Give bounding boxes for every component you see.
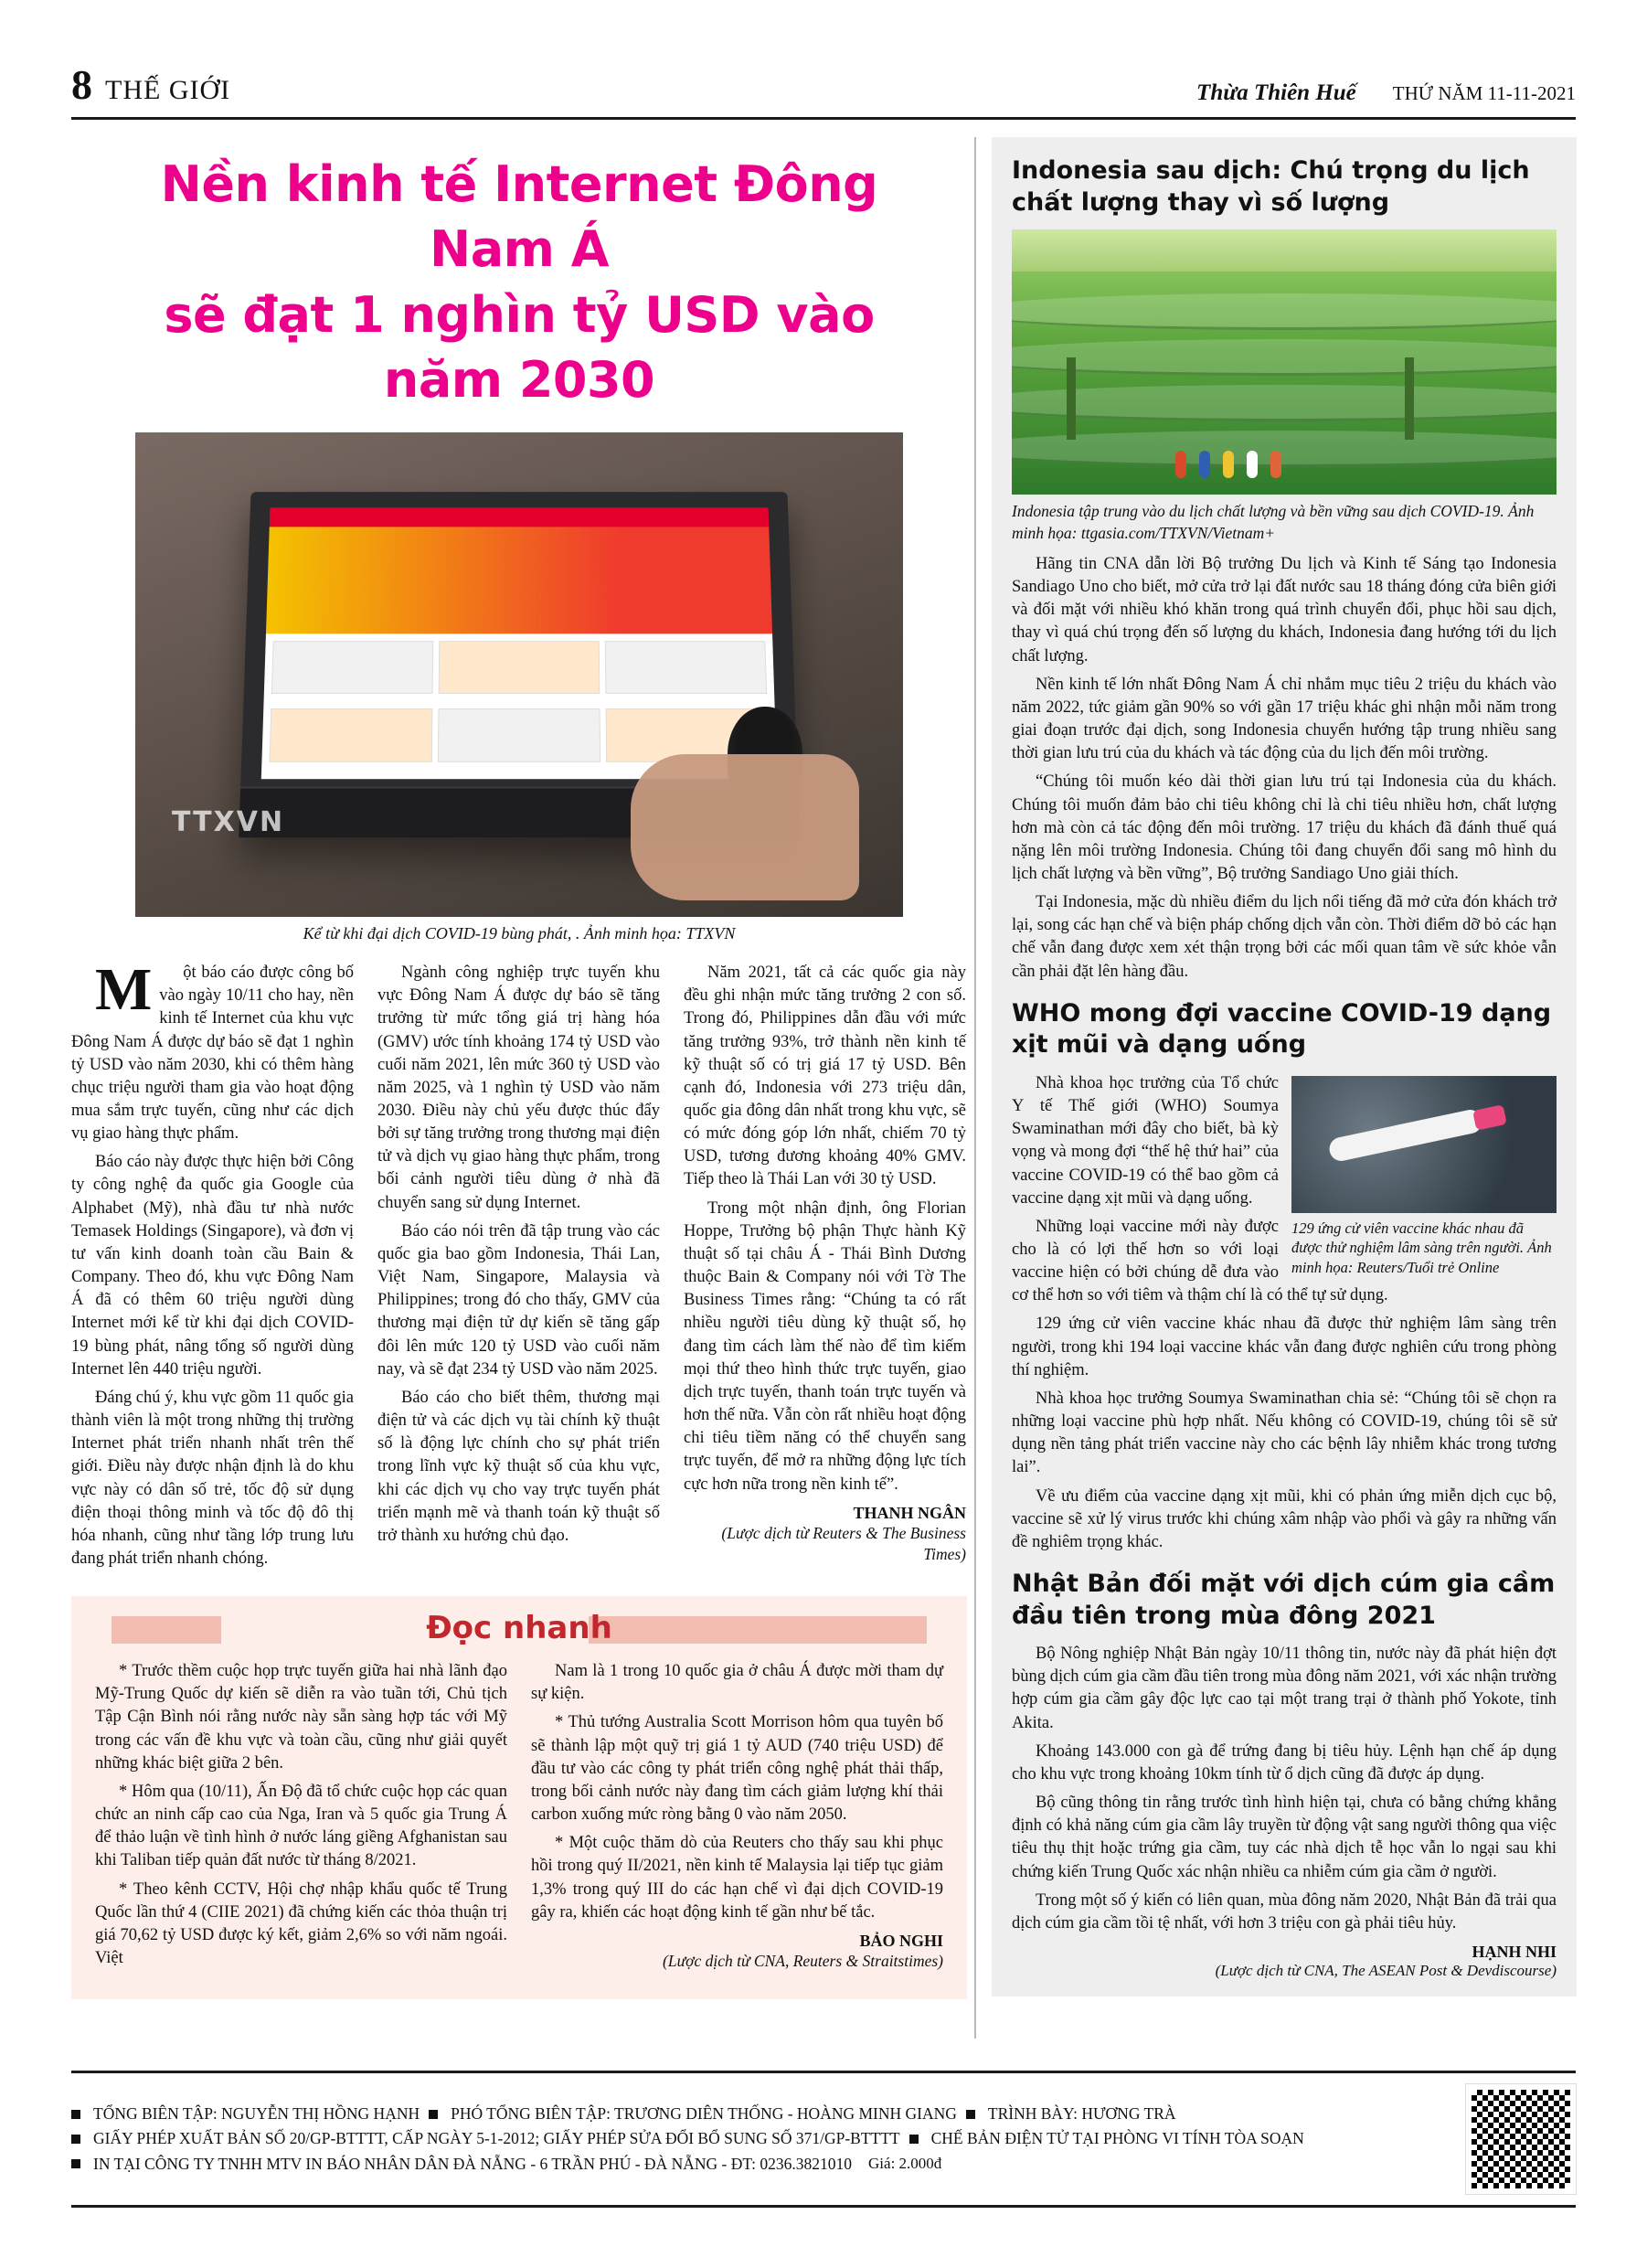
lead-article — [71, 137, 967, 1999]
lead-body — [71, 956, 967, 1576]
issue-date: THỨ NĂM 11-11-2021 — [1392, 82, 1576, 104]
paragraph: Một báo cáo được công bố vào ngày 10/11 cho hay, nền kinh tế Internet của khu vực Đông Nam Á được dự báo sẽ đạt 1 nghìn tỷ USD vào năm 2030, khi có thêm hàng chục triệu người tham gia vào hoạt động mua sắm trực tuyến, cũng như các dịch vụ giao hàng thực phẩm. — [71, 956, 354, 1144]
quick-read-title: Đọc nhanh — [426, 1610, 612, 1647]
article2-photo-caption: 129 ứng cử viên vaccine khác nhau đã được thử nghiệm lâm sàng trên người. Ảnh minh họa: Reuters/Tuổi trẻ Online — [1291, 1219, 1552, 1276]
lead-headline-line2: sẽ đạt 1 nghìn tỷ USD vào năm 2030 — [164, 285, 875, 409]
quick-read-column-1 — [95, 1660, 507, 1975]
photo-watermark: TTXVN — [172, 806, 285, 839]
paragraph: “Chúng tôi muốn kéo dài thời gian lưu trú tại Indonesia của du khách. Chúng tôi muốn đảm bảo chi tiêu không chỉ là chi tiêu nhiều hơn, chất lượng hơn mà còn cả tác động đến môi trường. 17 triệu du khách đã đánh thuế quá nặng lên môi trường Indonesia. Chúng tôi đang chuyển đổi sang mô hình du lịch chất lượng và bền vững”, Bộ trưởng Sandiago Uno giải thích. — [1012, 772, 1557, 883]
column-divider — [974, 137, 976, 2039]
quick-read-item: Nam là 1 trong 10 quốc gia ở châu Á được mời tham dự sự kiện. — [531, 1662, 943, 1704]
bullet-square-icon — [71, 2135, 80, 2144]
license-info: GIẤY PHÉP XUẤT BẢN SỐ 20/GP-BTTTT, CẤP NGÀY 5-1-2012; GIẤY PHÉP SỬA ĐỔI BỔ SUNG SỐ 371/GP-BTTTT — [93, 2129, 900, 2148]
quick-read-column-2 — [531, 1660, 943, 1975]
paragraph: Báo cáo cho biết thêm, thương mại điện tử và các dịch vụ tài chính kỹ thuật số là động lực chính cho sự phát triển trong lĩnh vực kỹ thuật số của khu vực, khi các dịch vụ cho vay trực tuyến phát triển mạnh mẽ và thanh toán kỹ thuật số trở thành xu hướng chủ đạo. — [377, 1388, 660, 1545]
qr-code-icon — [1466, 2084, 1576, 2194]
bullet-square-icon — [966, 2110, 975, 2119]
quick-read-header — [95, 1596, 943, 1660]
price-label: Giá: 2.000đ — [868, 2154, 942, 2172]
lead-photo-caption: Kể từ khi đại dịch COVID-19 bùng phát, . Ảnh minh họa: TTXVN — [303, 924, 736, 943]
right-column — [992, 137, 1577, 1996]
quick-read-item: * Trước thềm cuộc họp trực tuyến giữa hai nhà lãnh đạo Mỹ-Trung Quốc dự kiến sẽ diễn ra vào tuần tới, Chủ tịch Tập Cận Bình nói rằng nước này sẵn sàng hợp tác với Mỹ trong các vấn đề khu vực và toàn cầu, cũng như giải quyết những khác biệt giữa 2 bên. — [95, 1662, 507, 1773]
printer-info: IN TẠI CÔNG TY TNHH MTV IN BÁO NHÂN DÂN ĐÀ NẴNG - 6 TRẦN PHÚ - ĐÀ NẴNG - ĐT: 0236.3821010 — [93, 2154, 853, 2173]
layout-credit: TRÌNH BÀY: HƯƠNG TRÀ — [987, 2104, 1176, 2124]
lead-headline — [71, 137, 967, 412]
bullet-square-icon — [71, 2110, 80, 2119]
paragraph: Ngành công nghiệp trực tuyến khu vực Đông Nam Á được dự báo sẽ tăng trưởng từ mức tổng giá trị hàng hóa (GMV) ước tính khoảng 174 tỷ USD vào cuối năm 2021, lên mức 360 tỷ USD vào năm 2025, và 1 nghìn tỷ USD vào năm 2030. Điều này chủ yếu được thúc đẩy bởi sự tăng trưởng trong thương mại điện tử và dịch vụ giao hàng thực phẩm, trong bối cảnh người tiêu dùng ở nhà đã chuyển sang sử dụng Internet. — [377, 964, 660, 1212]
masthead-right — [1196, 80, 1576, 106]
page-number: 8 — [71, 61, 92, 108]
paragraph: Nhà khoa học trưởng Soumya Swaminathan chia sẻ: “Chúng tôi sẽ chọn ra những loại vaccine phù hợp nhất. Nếu không có COVID-19, chúng tôi sẽ sử dụng nền tảng phát triển vaccine này cho các bệnh lây nhiễm khác trong tương lai”. — [1012, 1389, 1557, 1477]
bullet-square-icon — [429, 2110, 438, 2119]
article3-byline: HẠNH NHI — [1472, 1942, 1557, 1961]
article3-headline: Nhật Bản đối mặt với dịch cúm gia cầm đầu tiên trong mùa đông 2021 — [1012, 1570, 1556, 1630]
quick-read-item: * Thủ tướng Australia Scott Morrison hôm qua tuyên bố sẽ thành lập một quỹ trị giá 1 tỷ AUD (740 triệu USD) để đầu tư vào các công ty phát triển công nghệ phát thải thấp, trong bối cảnh nước này đang tìm cách giảm lượng khí thải carbon xuống mức ròng bằng 0 vào năm 2050. — [531, 1713, 943, 1825]
sky-layer — [1012, 229, 1557, 272]
prepress-info: CHẾ BẢN ĐIỆN TỬ TẠI PHÒNG VI TÍNH TÒA SOẠN — [930, 2129, 1304, 2148]
paragraph: Những loại vaccine mới này được cho là có lợi thế hơn so với loại vaccine hiện có bởi chúng dễ đưa vào cơ thể hơn so với tiêm và thậm chí là có thể tự sử dụng. — [1012, 1217, 1388, 1305]
footer-line-2 — [71, 2126, 1304, 2151]
paragraph: Về ưu điểm của vaccine dạng xịt mũi, khi có phản ứng miễn dịch cục bộ, vaccine sẽ xử lý virus trước khi chúng xâm nhập vào phổi và gây ra những vấn đề nghiêm trọng khác. — [1012, 1486, 1557, 1551]
paragraph: Báo cáo nói trên đã tập trung vào các quốc gia bao gồm Indonesia, Thái Lan, Việt Nam, Singapore, Malaysia và Philippines; trong đó cho thấy, GMV của thương mại điện tử dự kiến sẽ tăng gấp đôi lên mức 120 tỷ USD vào cuối năm nay, và sẽ đạt 234 tỷ USD vào năm 2025. — [377, 1221, 660, 1379]
lead-column-1 — [71, 956, 354, 1576]
quick-read-byline-source: (Lược dịch từ CNA, Reuters & Straitstimes) — [663, 1951, 943, 1970]
article2-photo — [1291, 1076, 1557, 1213]
decor-bar-left — [112, 1616, 221, 1644]
footer-line-3 — [71, 2152, 1304, 2177]
article3-byline-source: (Lược dịch từ CNA, The ASEAN Post & Devdiscourse) — [1215, 1961, 1557, 1979]
paragraph: Khoảng 143.000 con gà để trứng đang bị tiêu hủy. Lệnh hạn chế áp dụng cho khu vực trong khoảng 10km tính từ ổ dịch cũng đã được áp dụng. — [1012, 1741, 1557, 1784]
masthead-left — [71, 61, 231, 108]
paper-name: Thừa Thiên Huế — [1196, 80, 1356, 105]
editor-in-chief: TỔNG BIÊN TẬP: NGUYỄN THỊ HỒNG HẠNH — [93, 2104, 420, 2124]
lead-column-3 — [684, 962, 966, 1576]
paragraph: Bộ cũng thông tin rằng trước tình hình hiện tại, chưa có bằng chứng khẳng định có khả năng cúm gia cầm lây truyền từ động vật sang người thông qua việc tiêu thụ thịt hoặc trứng gia cầm, tuy các nhà dịch tễ học vẫn lo ngại sau khi chứng kiến Trung Quốc xác nhận nhiều ca nhiễm cúm gia cầm ở người. — [1012, 1794, 1557, 1881]
section-name: THẾ GIỚI — [105, 75, 231, 105]
lead-headline-line1: Nền kinh tế Internet Đông Nam Á — [160, 155, 878, 279]
article1-photo-caption: Indonesia tập trung vào du lịch chất lượng và bền vững sau dịch COVID-19. Ảnh minh họa: ttgasia.com/TTXVN/Vietnam+ — [1012, 502, 1535, 542]
lead-byline: THANH NGÂN — [853, 1503, 966, 1522]
quick-read-item: * Theo kênh CCTV, Hội chợ nhập khẩu quốc tế Trung Quốc lần thứ 4 (CIIE 2021) đã chứng kiến các thỏa thuận trị giá 70,62 tỷ USD được ký kết, giảm 2,6% so với năm ngoái. Việt — [95, 1879, 507, 1967]
paragraph: Nền kinh tế lớn nhất Đông Nam Á chỉ nhắm mục tiêu 2 triệu du khách vào năm 2022, tức giảm gần 90% so với gần 17 triệu khác ghi nhận mỗi năm trong giai đoạn trước đại dịch, song Indonesia chuyển hướng tập trung nhiều sang thời gian lưu trú của du khách và tác động của du lịch đến môi trường. — [1012, 675, 1557, 763]
paragraph: Báo cáo này được thực hiện bởi Công ty công nghệ đa quốc gia Google của Alphabet (Mỹ), nhà đầu tư nhà nước Temasek Holdings (Singapore), và đơn vị tư vấn kinh doanh toàn cầu Bain & Company. Theo đó, khu vực Đông Nam Á đã có thêm 60 triệu người dùng Internet mới kể từ khi đại dịch COVID-19 bùng phát, nâng tổng số người dùng Internet lên 440 triệu người. — [71, 1153, 354, 1379]
quick-read-item: * Hôm qua (10/11), Ấn Độ đã tổ chức cuộc họp các quan chức an ninh cấp cao của Nga, Iran và 5 quốc gia Trung Á để thảo luận về tình hình ở nước láng giềng Afghanistan sau khi Taliban tiếp quản đất nước từ tháng 8/2021. — [95, 1782, 507, 1870]
paragraph: Đáng chú ý, khu vực gồm 11 quốc gia thành viên là một trong những thị trường Internet phát triển nhanh nhất trên thế giới. Điều này được nhận định là do khu vực này có dân số trẻ, tốc độ sử dụng điện thoại thông minh và tốc độ đô thị hóa nhanh, cũng như tầng lớp trung lưu đang phát triển nhanh chóng. — [71, 1388, 354, 1568]
quick-read-box — [71, 1596, 967, 1999]
paragraph: Tại Indonesia, mặc dù nhiều điểm du lịch nổi tiếng đã mở cửa đón khách trở lại, song các hạn chế và biện pháp chống dịch vẫn còn. Thời điểm dỡ bỏ các hạn chế vẫn đang được xem xét thận trọng bởi các mối quan tâm về sức khỏe vẫn cần phải đặt lên hàng đầu. — [1012, 893, 1557, 981]
paragraph: Năm 2021, tất cả các quốc gia này đều ghi nhận mức tăng trưởng 2 con số. Trong đó, Philippines dẫn đầu với mức tăng trưởng 93%, trở thành nền kinh tế kỹ thuật số có trị giá 17 tỷ USD. Bên cạnh đó, Indonesia với 273 triệu dân, quốc gia đông dân nhất trong khu vực, sẽ có mức đóng góp lớn nhất, chiếm 70 tỷ USD, tương đương khoảng 40% GMV. Tiếp theo là Thái Lan với 30 tỷ USD. — [684, 964, 966, 1189]
lead-photo — [135, 432, 903, 917]
deputy-editors: PHÓ TỔNG BIÊN TẬP: TRƯƠNG DIÊN THỐNG - HOÀNG MINH GIANG — [451, 2104, 957, 2124]
paragraph: Trong một nhận định, ông Florian Hoppe, Trưởng bộ phận Thực hành Kỹ thuật số tại châu Á - Thái Bình Dương thuộc Bain & Company nói với Tờ The Business Times rằng: “Chúng ta có rất nhiều người tiêu dùng kỹ thuật số, họ đang tìm cách làm thế nào để tìm kiếm mọi thứ theo hình thức trực tuyến, giao dịch trực tuyến, thanh toán trực tuyến và hơn thế nữa. Vẫn còn rất nhiều hoạt động chi tiêu tiềm năng có thể chuyển sang trực tuyến, để mở ra những động lực tích cực hơn nữa trong nền kinh tế”. — [684, 1198, 966, 1494]
quick-read-byline: BẢO NGHI — [859, 1931, 943, 1950]
article1-photo — [1012, 229, 1557, 495]
article2-headline: WHO mong đợi vaccine COVID-19 dạng xịt mũi và dạng uống — [1012, 998, 1552, 1059]
masthead-divider — [71, 117, 1576, 120]
article2-figure — [1291, 1076, 1557, 1277]
paragraph: 129 ứng cử viên vaccine khác nhau đã được thử nghiệm lâm sàng trên người, trong khi 194 loại vaccine khác vẫn đang được nghiên cứu trong phòng thí nghiệm. — [1012, 1315, 1557, 1379]
bullet-square-icon — [71, 2159, 80, 2168]
footer-line-1 — [71, 2102, 1304, 2126]
article1-headline: Indonesia sau dịch: Chú trọng du lịch chất lượng thay vì số lượng — [1012, 156, 1530, 217]
lead-column-2 — [377, 962, 660, 1576]
hand-illustration — [631, 754, 859, 900]
masthead — [71, 53, 1576, 106]
footer-text — [71, 2102, 1304, 2176]
paragraph: Hãng tin CNA dẫn lời Bộ trưởng Du lịch và Kinh tế Sáng tạo Indonesia Sandiago Uno cho biết, mở cửa trở lại đất nước sau 18 tháng đóng cửa biên giới và đối mặt với nhiều khó khăn trong quá trình chuyển đổi, phục hồi sau dịch, thay vì quá chú trọng đến số lượng du khách, Indonesia đang hướng tới du lịch chất lượng. — [1012, 554, 1557, 665]
laptop-screen — [261, 507, 777, 779]
decor-bar-right — [589, 1616, 927, 1644]
paragraph: Bộ Nông nghiệp Nhật Bản ngày 10/11 thông tin, nước này đã phát hiện đợt bùng dịch cúm gia cầm đầu tiên trong mùa đông năm 2021, với xác nhận trường hợp cúm gia cầm gây độc lực cao tại một trang trại ở thành phố Yokote, tỉnh Akita. — [1012, 1645, 1557, 1732]
people-illustration — [1175, 451, 1281, 478]
lead-byline-source: (Lược dịch từ Reuters & The Business Times) — [721, 1523, 966, 1564]
page-footer — [71, 2071, 1576, 2208]
paragraph: Trong một số ý kiến có liên quan, mùa đông năm 2020, Nhật Bản đã trải qua dịch cúm gia cầm tồi tệ nhất, với hơn 3 triệu con gà phải tiêu hủy. — [1012, 1890, 1557, 1933]
quick-read-item: * Một cuộc thăm dò của Reuters cho thấy sau khi phục hồi trong quý II/2021, nền kinh tế Malaysia lại tiếp tục giảm 1,3% trong quý III do các hạn chế vì đại dịch COVID-19 gây ra, khiến các hoạt động kinh tế gần như bế tắc. — [531, 1834, 943, 1922]
bullet-square-icon — [909, 2135, 919, 2144]
quick-read-body — [95, 1660, 943, 1975]
nasal-spray-illustration — [1327, 1107, 1484, 1163]
paragraph: Nhà khoa học trưởng của Tổ chức Y tế Thế giới (WHO) Soumya Swaminathan mới đây cho biết, bà kỳ vọng và mong đợi “thế hệ thứ hai” của vaccine COVID-19 có thể bao gồm cả vaccine dạng xịt mũi và dạng uống. — [1012, 1073, 1279, 1208]
